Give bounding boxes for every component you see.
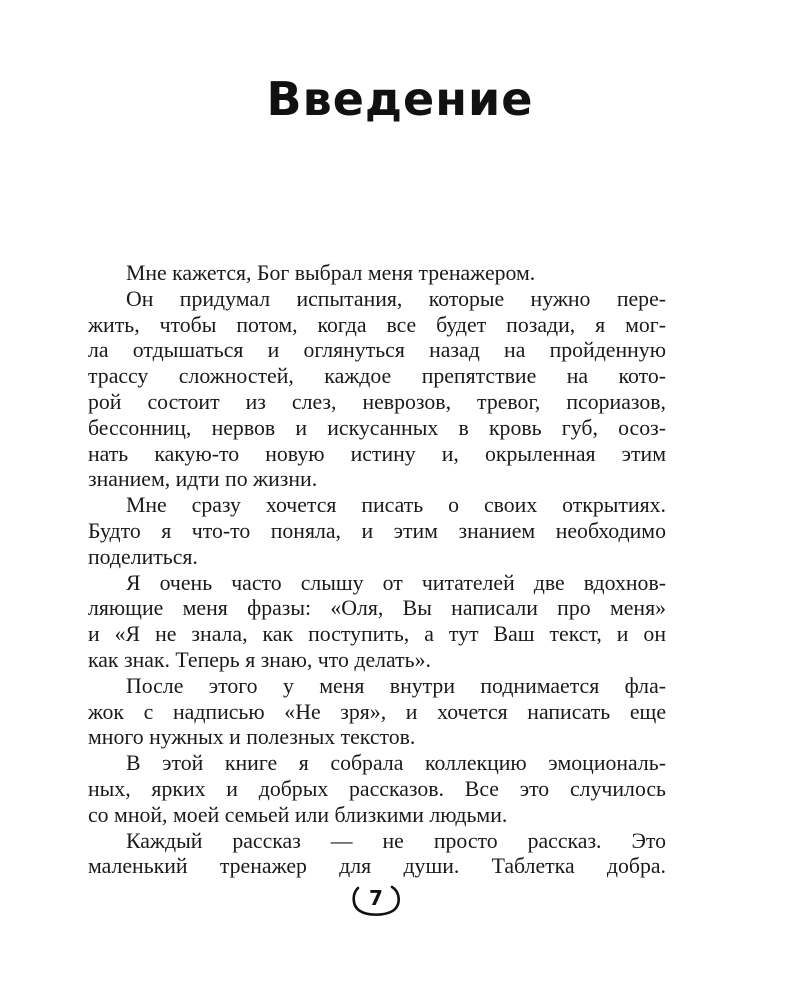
text-line: Будто я что-то поняла, и этим знанием необходимо — [88, 518, 666, 543]
text-line: знанием, идти по жизни. — [88, 467, 318, 492]
chapter-body — [88, 261, 666, 880]
text-line: Он придумал испытания, которые нужно пере- — [126, 286, 666, 311]
text-line: как знак. Теперь я знаю, что делать». — [88, 647, 431, 672]
text-line: жить, чтобы потом, когда все будет позади, я мог- — [88, 312, 666, 337]
text-line: рой состоит из слез, неврозов, тревог, псориазов, — [88, 389, 666, 414]
text-line: поделиться. — [88, 544, 198, 569]
text-line: много нужных и полезных текстов. — [88, 725, 416, 750]
text-line: и «Я не знала, как поступить, а тут Ваш текст, и он — [88, 622, 666, 647]
text-line: маленький тренажер для души. Таблетка добра. — [88, 854, 666, 879]
text-line: После этого у меня внутри поднимается фла- — [126, 673, 666, 698]
text-line: ляющие меня фразы: «Оля, Вы написали про меня» — [88, 596, 666, 621]
text-line: Я очень часто слышу от читателей две вдохнов- — [126, 570, 666, 595]
text-line: ла отдышаться и оглянуться назад на пройденную — [88, 338, 666, 363]
text-line: нать какую-то новую истину и, окрыленная этим — [88, 441, 666, 466]
text-line: В этой книге я собрала коллекцию эмоциональ- — [126, 751, 666, 776]
text-line: со мной, моей семьей или близкими людьми. — [88, 802, 508, 827]
text-line: Мне кажется, Бог выбрал меня тренажером. — [126, 261, 536, 285]
text-line: жок с надписью «Не зря», и хочется написать еще — [88, 699, 666, 724]
text-line: Каждый рассказ — не просто рассказ. Это — [126, 828, 666, 853]
text-line: трассу сложностей, каждое препятствие на кото- — [88, 364, 666, 389]
page-number — [350, 880, 402, 918]
text-line: ных, ярких и добрых рассказов. Все это случилось — [88, 776, 666, 801]
chapter-title: Введение — [266, 72, 534, 126]
text-line: бессонниц, нервов и искусанных в кровь губ, осоз- — [88, 415, 666, 440]
page-number-text: 7 — [369, 886, 383, 910]
text-line: Мне сразу хочется писать о своих открытиях. — [126, 493, 666, 518]
